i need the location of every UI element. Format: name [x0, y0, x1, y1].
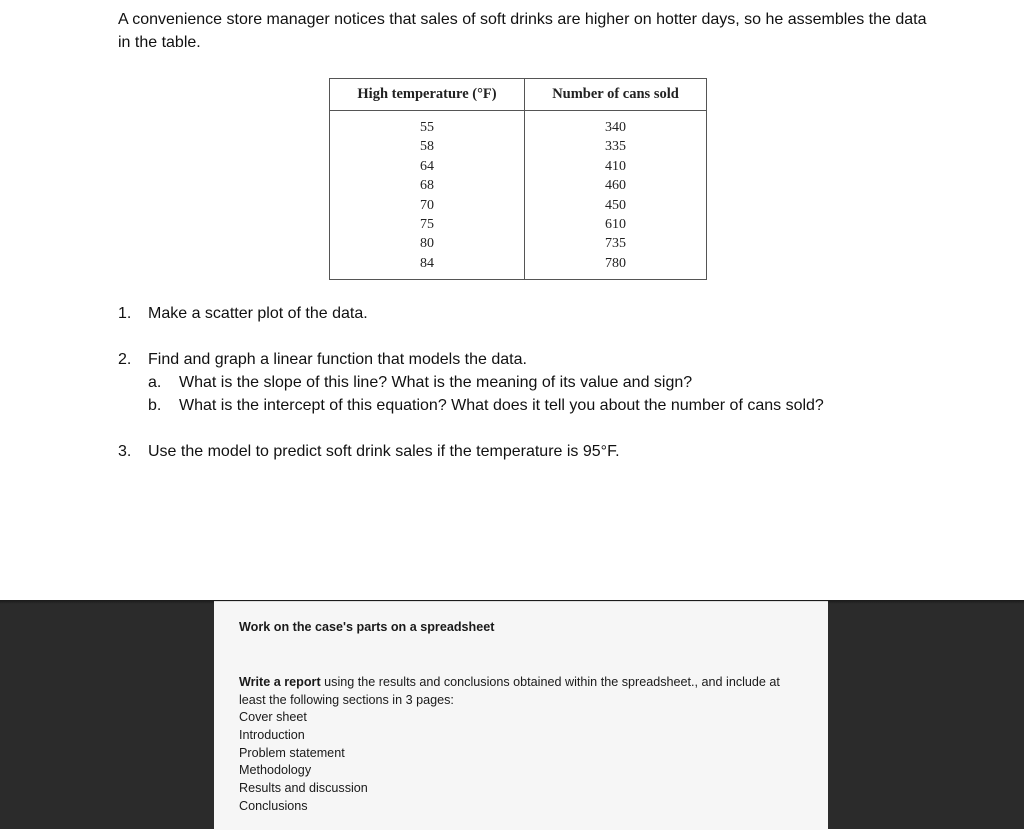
header-high-temperature: High temperature (°F) — [330, 79, 525, 111]
temperature-cell: 55 — [420, 120, 434, 135]
temperature-cell: 80 — [420, 236, 434, 252]
instructions-page — [214, 601, 828, 830]
temperature-cell: 70 — [420, 197, 434, 213]
question-text: Find and graph a linear function that models the data. — [148, 351, 527, 368]
question-1 — [118, 302, 978, 325]
question-3 — [118, 440, 978, 463]
cans-cell: 610 — [605, 216, 626, 232]
question-list — [118, 302, 978, 463]
table-body-row — [330, 111, 707, 280]
list-item: Cover sheet — [239, 710, 307, 724]
question-2 — [118, 348, 978, 371]
question-number: 2. — [118, 351, 132, 368]
data-table — [329, 78, 707, 280]
cans-cell: 335 — [605, 139, 626, 155]
cans-cell: 735 — [605, 236, 626, 252]
subquestion-text: What is the slope of this line? What is the meaning of its value and sign? — [179, 374, 693, 391]
list-item: Introduction — [239, 727, 305, 742]
temperature-cell: 58 — [420, 139, 434, 155]
cans-sold-column — [525, 111, 707, 280]
cans-cell: 780 — [605, 255, 626, 271]
list-item: Problem statement — [239, 745, 345, 760]
temperature-cell: 75 — [420, 216, 434, 232]
subquestion-letter: a. — [148, 374, 162, 391]
cans-cell: 410 — [605, 158, 626, 174]
question-number: 3. — [118, 443, 132, 460]
list-item: Methodology — [239, 763, 312, 778]
question-text: Use the model to predict soft drink sales if the temperature is 95°F. — [148, 443, 620, 460]
intro-paragraph: A convenience store manager notices that sales of soft drinks are higher on hotter days, so he assembles the data in the table. — [118, 11, 927, 51]
cans-cell: 450 — [605, 197, 626, 213]
list-item: Conclusions — [239, 798, 308, 813]
report-sections-list — [239, 709, 799, 816]
question-text: Make a scatter plot of the data. — [148, 305, 368, 322]
temperature-column — [330, 111, 525, 280]
list-item: Results and discussion — [239, 781, 368, 796]
question-2a — [118, 371, 978, 394]
temperature-cell: 68 — [420, 178, 434, 194]
subquestion-text: What is the intercept of this equation? What does it tell you about the number of cans sold? — [179, 397, 824, 414]
table-header-row — [330, 79, 707, 111]
temperature-cell: 64 — [420, 158, 434, 174]
report-text: using the results and conclusions obtained within the spreadsheet., and include at least the following sections in 3 pages: — [239, 675, 780, 707]
temperature-cell: 84 — [420, 255, 434, 271]
header-cans-sold: Number of cans sold — [525, 79, 707, 111]
report-instructions — [239, 673, 799, 816]
instructions-heading: Work on the case's parts on a spreadsheet — [239, 620, 495, 634]
question-number: 1. — [118, 305, 132, 322]
cans-cell: 460 — [605, 178, 626, 194]
subquestion-letter: b. — [148, 397, 162, 414]
cans-cell: 340 — [605, 120, 626, 135]
report-paragraph — [239, 673, 799, 709]
question-2b — [118, 394, 978, 417]
report-bold-lead: Write a report — [239, 675, 321, 689]
